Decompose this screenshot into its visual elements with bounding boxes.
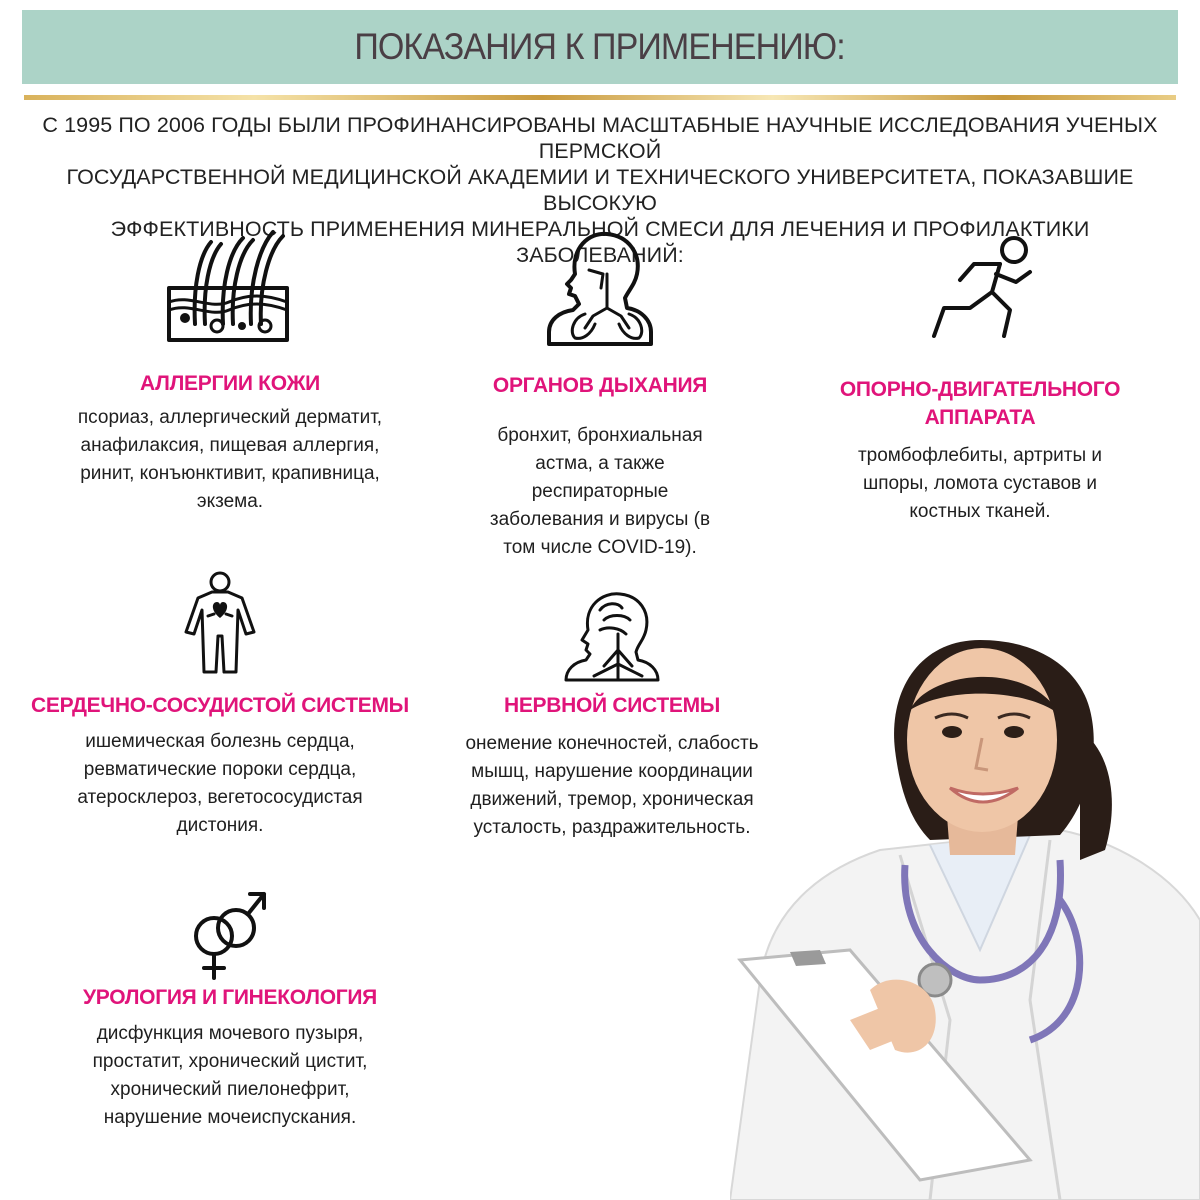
intro-line: С 1995 ПО 2006 ГОДЫ БЫЛИ ПРОФИНАНСИРОВАНЫ МАСШТАБНЫЕ НАУЧНЫЕ ИССЛЕДОВАНИЯ УЧЕНЫХ ПЕРМСКОЙ bbox=[42, 113, 1158, 163]
section-text-line: экзема. bbox=[196, 491, 264, 512]
section-text-line: бронхит, бронхиальная bbox=[497, 425, 703, 446]
section-text-line: онемение конечностей, слабость bbox=[465, 733, 759, 754]
section-text-line: костных тканей. bbox=[909, 501, 1051, 522]
skin-hair-icon bbox=[165, 228, 295, 346]
section-text-line: тромбофлебиты, артриты и bbox=[857, 445, 1103, 466]
section-text-line: движений, тремор, хроническая bbox=[470, 789, 754, 810]
section-text-line: астма, а также bbox=[535, 453, 665, 474]
section-text-line: мышц, нарушение координации bbox=[471, 761, 753, 782]
section-text-line: нарушение мочеиспускания. bbox=[103, 1107, 357, 1128]
section-text-line: респираторные bbox=[531, 481, 669, 502]
section-title-musculoskeletal-1: ОПОРНО-ДВИГАТЕЛЬНОГО bbox=[839, 378, 1121, 401]
section-urology bbox=[30, 886, 430, 1132]
section-text-line: дистония. bbox=[176, 815, 264, 836]
brain-nerves-icon bbox=[564, 590, 660, 684]
section-title-cardio: СЕРДЕЧНО-СОСУДИСТОЙ СИСТЕМЫ bbox=[31, 694, 409, 717]
section-text-line: псориаз, аллергический дерматит, bbox=[77, 407, 383, 428]
section-musculoskeletal bbox=[800, 228, 1160, 526]
section-text-line: дисфункция мочевого пузыря, bbox=[96, 1023, 364, 1044]
section-text-line: ринит, конъюнктивит, крапивница, bbox=[80, 463, 380, 484]
heart-body-icon bbox=[180, 570, 260, 676]
section-title-musculoskeletal-2: АППАРАТА bbox=[924, 406, 1036, 429]
section-text-line: заболевания и вирусы (в bbox=[489, 509, 711, 530]
gender-symbols-icon bbox=[190, 886, 270, 982]
page-title: ПОКАЗАНИЯ К ПРИМЕНЕНИЮ: bbox=[354, 26, 846, 67]
section-title-skin: АЛЛЕРГИИ КОЖИ bbox=[140, 372, 320, 395]
intro-line: ГОСУДАРСТВЕННОЙ МЕДИЦИНСКОЙ АКАДЕМИИ И ТЕХНИЧЕСКОГО УНИВЕРСИТЕТА, ПОКАЗАВШИЕ ВЫСОКУЮ bbox=[66, 165, 1134, 215]
section-respiratory bbox=[440, 228, 760, 562]
section-title-respiratory: ОРГАНОВ ДЫХАНИЯ bbox=[492, 374, 708, 397]
section-text-line: ишемическая болезнь сердца, bbox=[85, 731, 355, 752]
section-text-line: анафилаксия, пищевая аллергия, bbox=[80, 435, 380, 456]
section-text-line: простатит, хронический цистит, bbox=[92, 1051, 368, 1072]
section-title-nervous: НЕРВНОЙ СИСТЕМЫ bbox=[503, 694, 721, 717]
intro-line: ЭФФЕКТИВНОСТЬ ПРИМЕНЕНИЯ МИНЕРАЛЬНОЙ СМЕСИ ДЛЯ ЛЕЧЕНИЯ И ПРОФИЛАКТИКИ ЗАБОЛЕВАНИЙ: bbox=[110, 217, 1090, 267]
section-cardiovascular bbox=[10, 570, 430, 840]
section-text-line: том числе COVID-19). bbox=[503, 537, 697, 558]
section-text-line: хронический пиелонефрит, bbox=[110, 1079, 350, 1100]
header-banner bbox=[22, 10, 1178, 84]
section-text-line: атеросклероз, вегетососудистая bbox=[77, 787, 363, 808]
section-skin-allergy bbox=[40, 228, 420, 516]
lungs-icon bbox=[545, 228, 655, 348]
section-title-urology: УРОЛОГИЯ И ГИНЕКОЛОГИЯ bbox=[83, 986, 377, 1009]
section-text-line: усталость, раздражительность. bbox=[473, 817, 751, 838]
section-text-line: шпоры, ломота суставов и bbox=[862, 473, 1098, 494]
gold-divider bbox=[24, 95, 1176, 100]
doctor-photo bbox=[730, 620, 1200, 1200]
section-text-line: ревматические пороки сердца, bbox=[83, 759, 357, 780]
runner-icon bbox=[920, 228, 1040, 348]
